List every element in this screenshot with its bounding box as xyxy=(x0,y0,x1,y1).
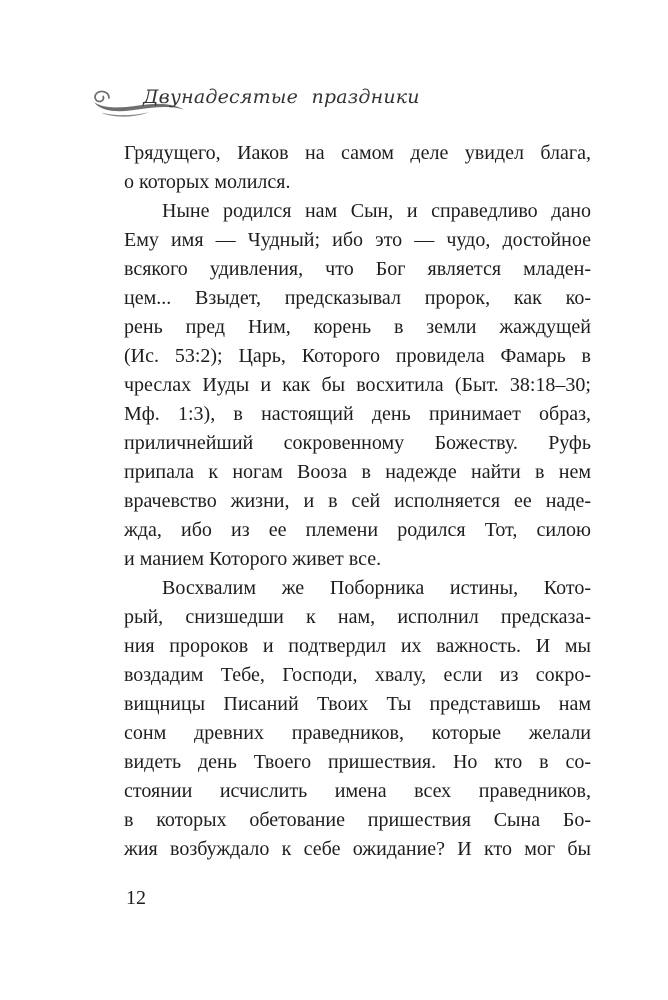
text-line: в которых обетование пришествия Сына Бо- xyxy=(124,809,591,831)
text-line: врачевство жизни, и в сей исполняется ее наде- xyxy=(124,490,591,512)
text-line: чреслах Иуды и как бы восхитила (Быт. 38:18–30; xyxy=(124,374,591,396)
text-line: Мф. 1:3), в настоящий день принимает образ, xyxy=(124,403,591,425)
running-header xyxy=(0,84,668,128)
text-line: (Ис. 53:2); Царь, Которого провидела Фамарь в xyxy=(124,345,591,367)
text-line: стоянии исчислить имена всех праведников, xyxy=(124,780,591,802)
text-block xyxy=(124,139,591,864)
text-line: цем... Взыдет, предсказывал пророк, как ко- xyxy=(124,287,591,309)
text-line: рень пред Ним, корень в земли жаждущей xyxy=(124,316,591,338)
text-line: Грядущего, Иаков на самом деле увидел блага, xyxy=(124,142,591,164)
text-line: всякого удивления, что Бог является младен- xyxy=(124,258,591,280)
text-line: Ему имя — Чудный; ибо это — чудо, достойное xyxy=(124,229,591,251)
text-line: Ныне родился нам Сын, и справедливо дано xyxy=(162,200,591,222)
text-line: видеть день Твоего пришествия. Но кто в со- xyxy=(124,751,591,773)
text-line: ния пророков и подтвердил их важность. И мы xyxy=(124,635,591,657)
text-line: Восхвалим же Поборника истины, Кото- xyxy=(162,577,591,599)
text-line: сонм древних праведников, которые желали xyxy=(124,722,591,744)
page-title: Двунадесятые праздники xyxy=(143,86,420,108)
text-line: о которых молился. xyxy=(124,171,291,193)
text-line: воздадим Тебе, Господи, хвалу, если из сокро- xyxy=(124,664,591,686)
page-number: 12 xyxy=(126,887,146,909)
text-line: припала к ногам Вооза в надежде найти в нем xyxy=(124,461,591,483)
text-line: жия возбуждало к себе ожидание? И кто мог бы xyxy=(124,838,591,860)
text-line: и манием Которого живет все. xyxy=(124,548,382,570)
text-line: жда, ибо из ее племени родился Тот, силою xyxy=(124,519,591,541)
text-line: рый, снизшедши к нам, исполнил предсказа- xyxy=(124,606,591,628)
text-line: вищницы Писаний Твоих Ты представишь нам xyxy=(124,693,591,715)
text-line: приличнейший сокровенному Божеству. Руфь xyxy=(124,432,591,454)
